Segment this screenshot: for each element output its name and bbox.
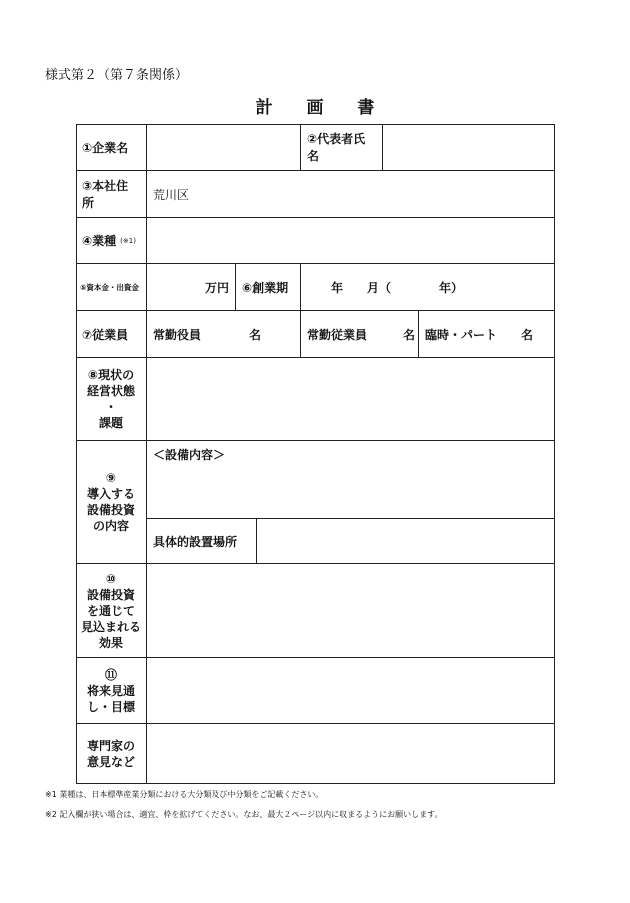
industry-note-ref: (※1) xyxy=(120,236,136,245)
location-label: 具体的設置場所 xyxy=(147,519,257,564)
officers-field[interactable]: 常勤役員 名 xyxy=(147,311,301,358)
location-field[interactable] xyxy=(257,519,555,564)
representative-label: ②代表者氏名 xyxy=(301,124,383,171)
expert-field[interactable] xyxy=(147,724,555,784)
outlook-field[interactable] xyxy=(147,658,555,724)
footnote-2: ※2 記入欄が狭い場合は、適宜、枠を拡げてください。なお、最大２ページ以内に収まるようにお願いします。 xyxy=(45,810,443,819)
employees-label: ⑦従業員 xyxy=(76,311,147,358)
capital-label xyxy=(76,264,147,311)
representative-field[interactable] xyxy=(383,124,555,171)
equipment-content-heading: ＜設備内容＞ xyxy=(153,448,226,462)
address-field[interactable]: 荒川区 xyxy=(147,171,555,218)
address-label: ③本社住所 xyxy=(76,171,147,218)
industry-label xyxy=(76,218,147,264)
company-name-label: ①企業名 xyxy=(76,124,147,171)
industry-field[interactable] xyxy=(147,218,555,264)
industry-label-text: ④業種 xyxy=(82,234,117,248)
company-name-field[interactable] xyxy=(147,124,301,171)
footnote-1: ※1 業種は、日本標準産業分類における大分類及び中分類をご記載ください。 xyxy=(45,790,324,799)
status-label: ⑧現状の 経営状態 ・ 課題 xyxy=(76,358,147,441)
part-time-field[interactable]: 臨時・パート 名 xyxy=(419,311,555,358)
page-title: 計 画 書 xyxy=(255,98,389,118)
capital-label-text: ⑤資本金・出資金 xyxy=(80,282,139,292)
outlook-label: ⑪ 将来見通 し・目標 xyxy=(76,658,147,724)
status-field[interactable] xyxy=(147,358,555,441)
founded-label: ⑥創業期 xyxy=(236,264,301,311)
effect-label: ⑩ 設備投資 を通じて 見込まれる 効果 xyxy=(76,564,147,658)
form-number-label: 様式第２（第７条関係） xyxy=(45,68,189,83)
expert-label: 専門家の 意見など xyxy=(76,724,147,784)
capital-field[interactable] xyxy=(147,264,236,311)
regular-staff-field[interactable]: 常勤従業員 名 xyxy=(301,311,419,358)
effect-field[interactable] xyxy=(147,564,555,658)
equipment-label: ⑨ 導入する 設備投資 の内容 xyxy=(76,441,147,564)
founded-field[interactable]: 年 月（ 年） xyxy=(301,264,555,311)
equipment-content-field[interactable] xyxy=(147,441,555,519)
capital-unit: 万円 xyxy=(204,280,229,295)
